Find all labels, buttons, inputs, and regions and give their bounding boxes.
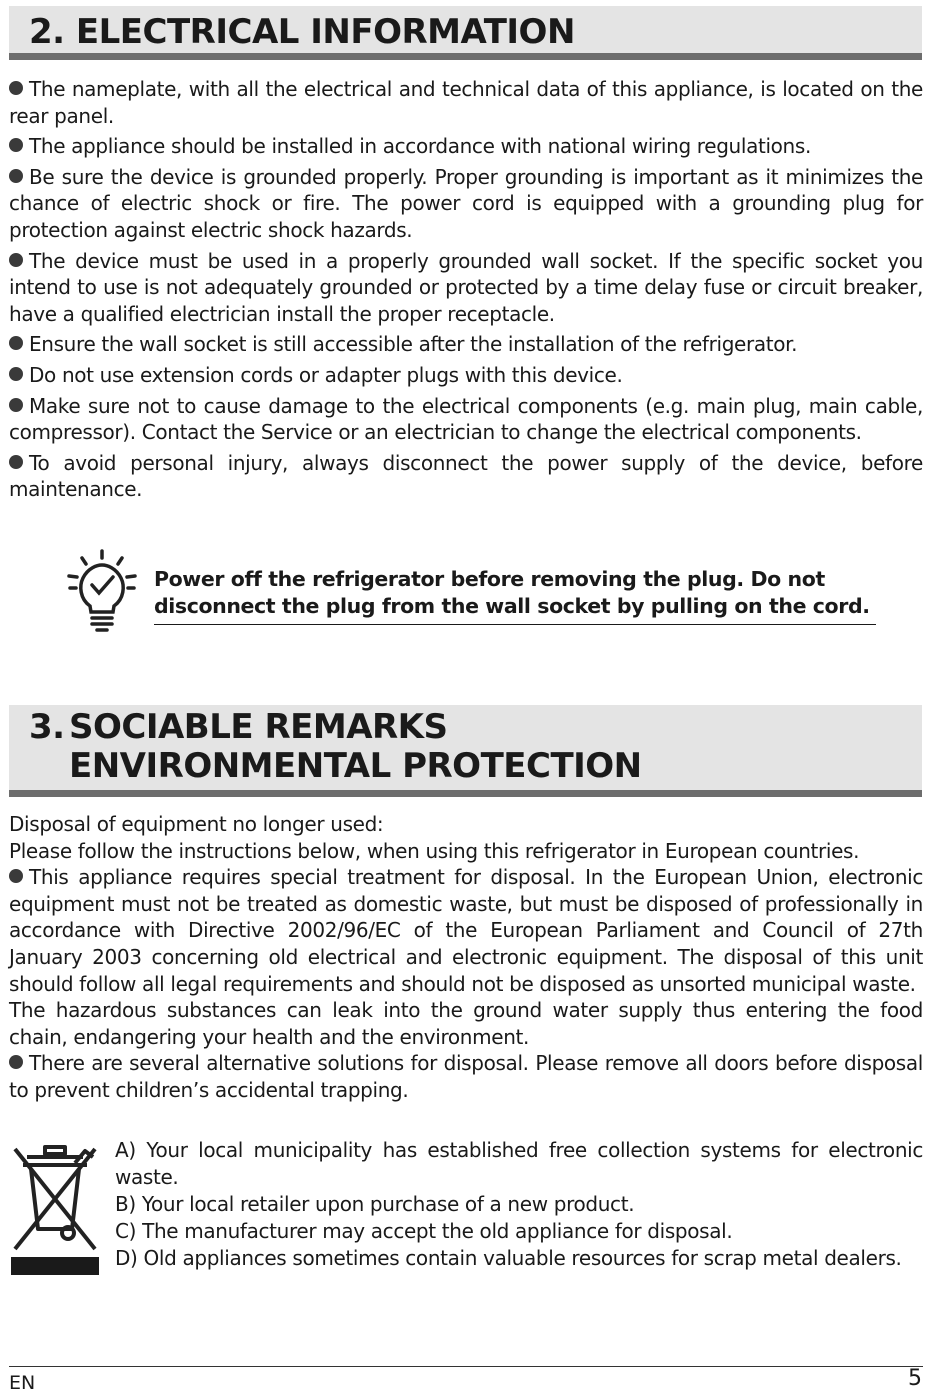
- lightbulb-check-icon: [66, 548, 138, 632]
- list-item: A) Your local municipality has established free collection systems for electronic waste.: [115, 1138, 923, 1189]
- list-item: To avoid personal injury, always disconnect the power supply of the device, before maintenance.: [9, 450, 923, 502]
- list-item: Make sure not to cause damage to the electrical components (e.g. main plug, main cable, compressor). Contact the Service or an electrician to change the electrical components.: [9, 393, 923, 445]
- section-3-header: [9, 705, 922, 797]
- footer-divider: [9, 1366, 923, 1367]
- bullet-icon: [9, 169, 23, 183]
- section-3-title-line2: ENVIRONMENTAL PROTECTION: [69, 746, 642, 786]
- list-item: The device must be used in a properly grounded wall socket. If the specific socket you intend to use is not adequately grounded or protected by a time delay fuse or circuit breaker, have a qualified electrician install the proper receptacle.: [9, 248, 923, 326]
- paragraph: The hazardous substances can leak into the ground water supply thus entering the food chain, endangering your health and the environment.: [9, 998, 923, 1049]
- bullet-icon: [9, 869, 23, 883]
- disposal-options: [9, 1137, 923, 1297]
- bullet-icon: [9, 367, 23, 381]
- list-item: The appliance should be installed in accordance with national wiring regulations.: [9, 133, 923, 160]
- bullet-icon: [9, 81, 23, 95]
- list-item: Be sure the device is grounded properly. Proper grounding is important as it minimizes the chance of electric shock or fire. The power cord is equipped with a grounding plug for protection against electric shock hazards.: [9, 164, 923, 242]
- electrical-info-list: [9, 76, 923, 507]
- section-2-title: 2. ELECTRICAL INFORMATION: [29, 12, 575, 52]
- list-item: Do not use extension cords or adapter plugs with this device.: [9, 362, 923, 389]
- list-item: D) Old appliances sometimes contain valuable resources for scrap metal dealers.: [115, 1246, 902, 1270]
- list-item: C) The manufacturer may accept the old appliance for disposal.: [115, 1219, 733, 1243]
- intro-line: Please follow the instructions below, when using this refrigerator in European countries.: [9, 838, 860, 863]
- list-item: This appliance requires special treatment for disposal. In the European Union, electronic equipment must not be treated as domestic waste, but must be disposed of professionally in accordance with Directive 2002/96/EC of the European Parliament and Council of 27th January 2003 concerning old electrical and electronic equipment. The disposal of this unit should follow all legal requirements and should not be disposed as unsorted municipal waste.: [9, 865, 923, 996]
- crossed-out-wheelie-bin-icon: [9, 1141, 101, 1277]
- intro-line: Disposal of equipment no longer used:: [9, 812, 384, 836]
- list-item: There are several alternative solutions for disposal. Please remove all doors before disposal to prevent children’s accidental trapping.: [9, 1051, 923, 1102]
- bullet-icon: [9, 455, 23, 469]
- section-2-header: [9, 6, 922, 60]
- list-item: The nameplate, with all the electrical and technical data of this appliance, is located on the rear panel.: [9, 77, 923, 128]
- bullet-icon: [9, 138, 23, 152]
- bullet-icon: [9, 1055, 23, 1069]
- environmental-info: [9, 811, 923, 1104]
- page-number: 5: [908, 1366, 922, 1391]
- section-3-title-line1: SOCIABLE REMARKS: [69, 707, 448, 747]
- footer-language: EN: [9, 1372, 36, 1394]
- bullet-icon: [9, 253, 23, 267]
- disposal-options-text: [115, 1137, 923, 1272]
- section-3-number: 3.: [29, 707, 65, 747]
- notice-text: Power off the refrigerator before removing the plug. Do not disconnect the plug from the wall socket by pulling on the cord.: [154, 566, 876, 625]
- list-item: B) Your local retailer upon purchase of a new product.: [115, 1192, 635, 1216]
- bullet-icon: [9, 398, 23, 412]
- power-off-notice: [66, 548, 876, 634]
- bullet-icon: [9, 336, 23, 350]
- list-item: Ensure the wall socket is still accessible after the installation of the refrigerator.: [9, 331, 923, 358]
